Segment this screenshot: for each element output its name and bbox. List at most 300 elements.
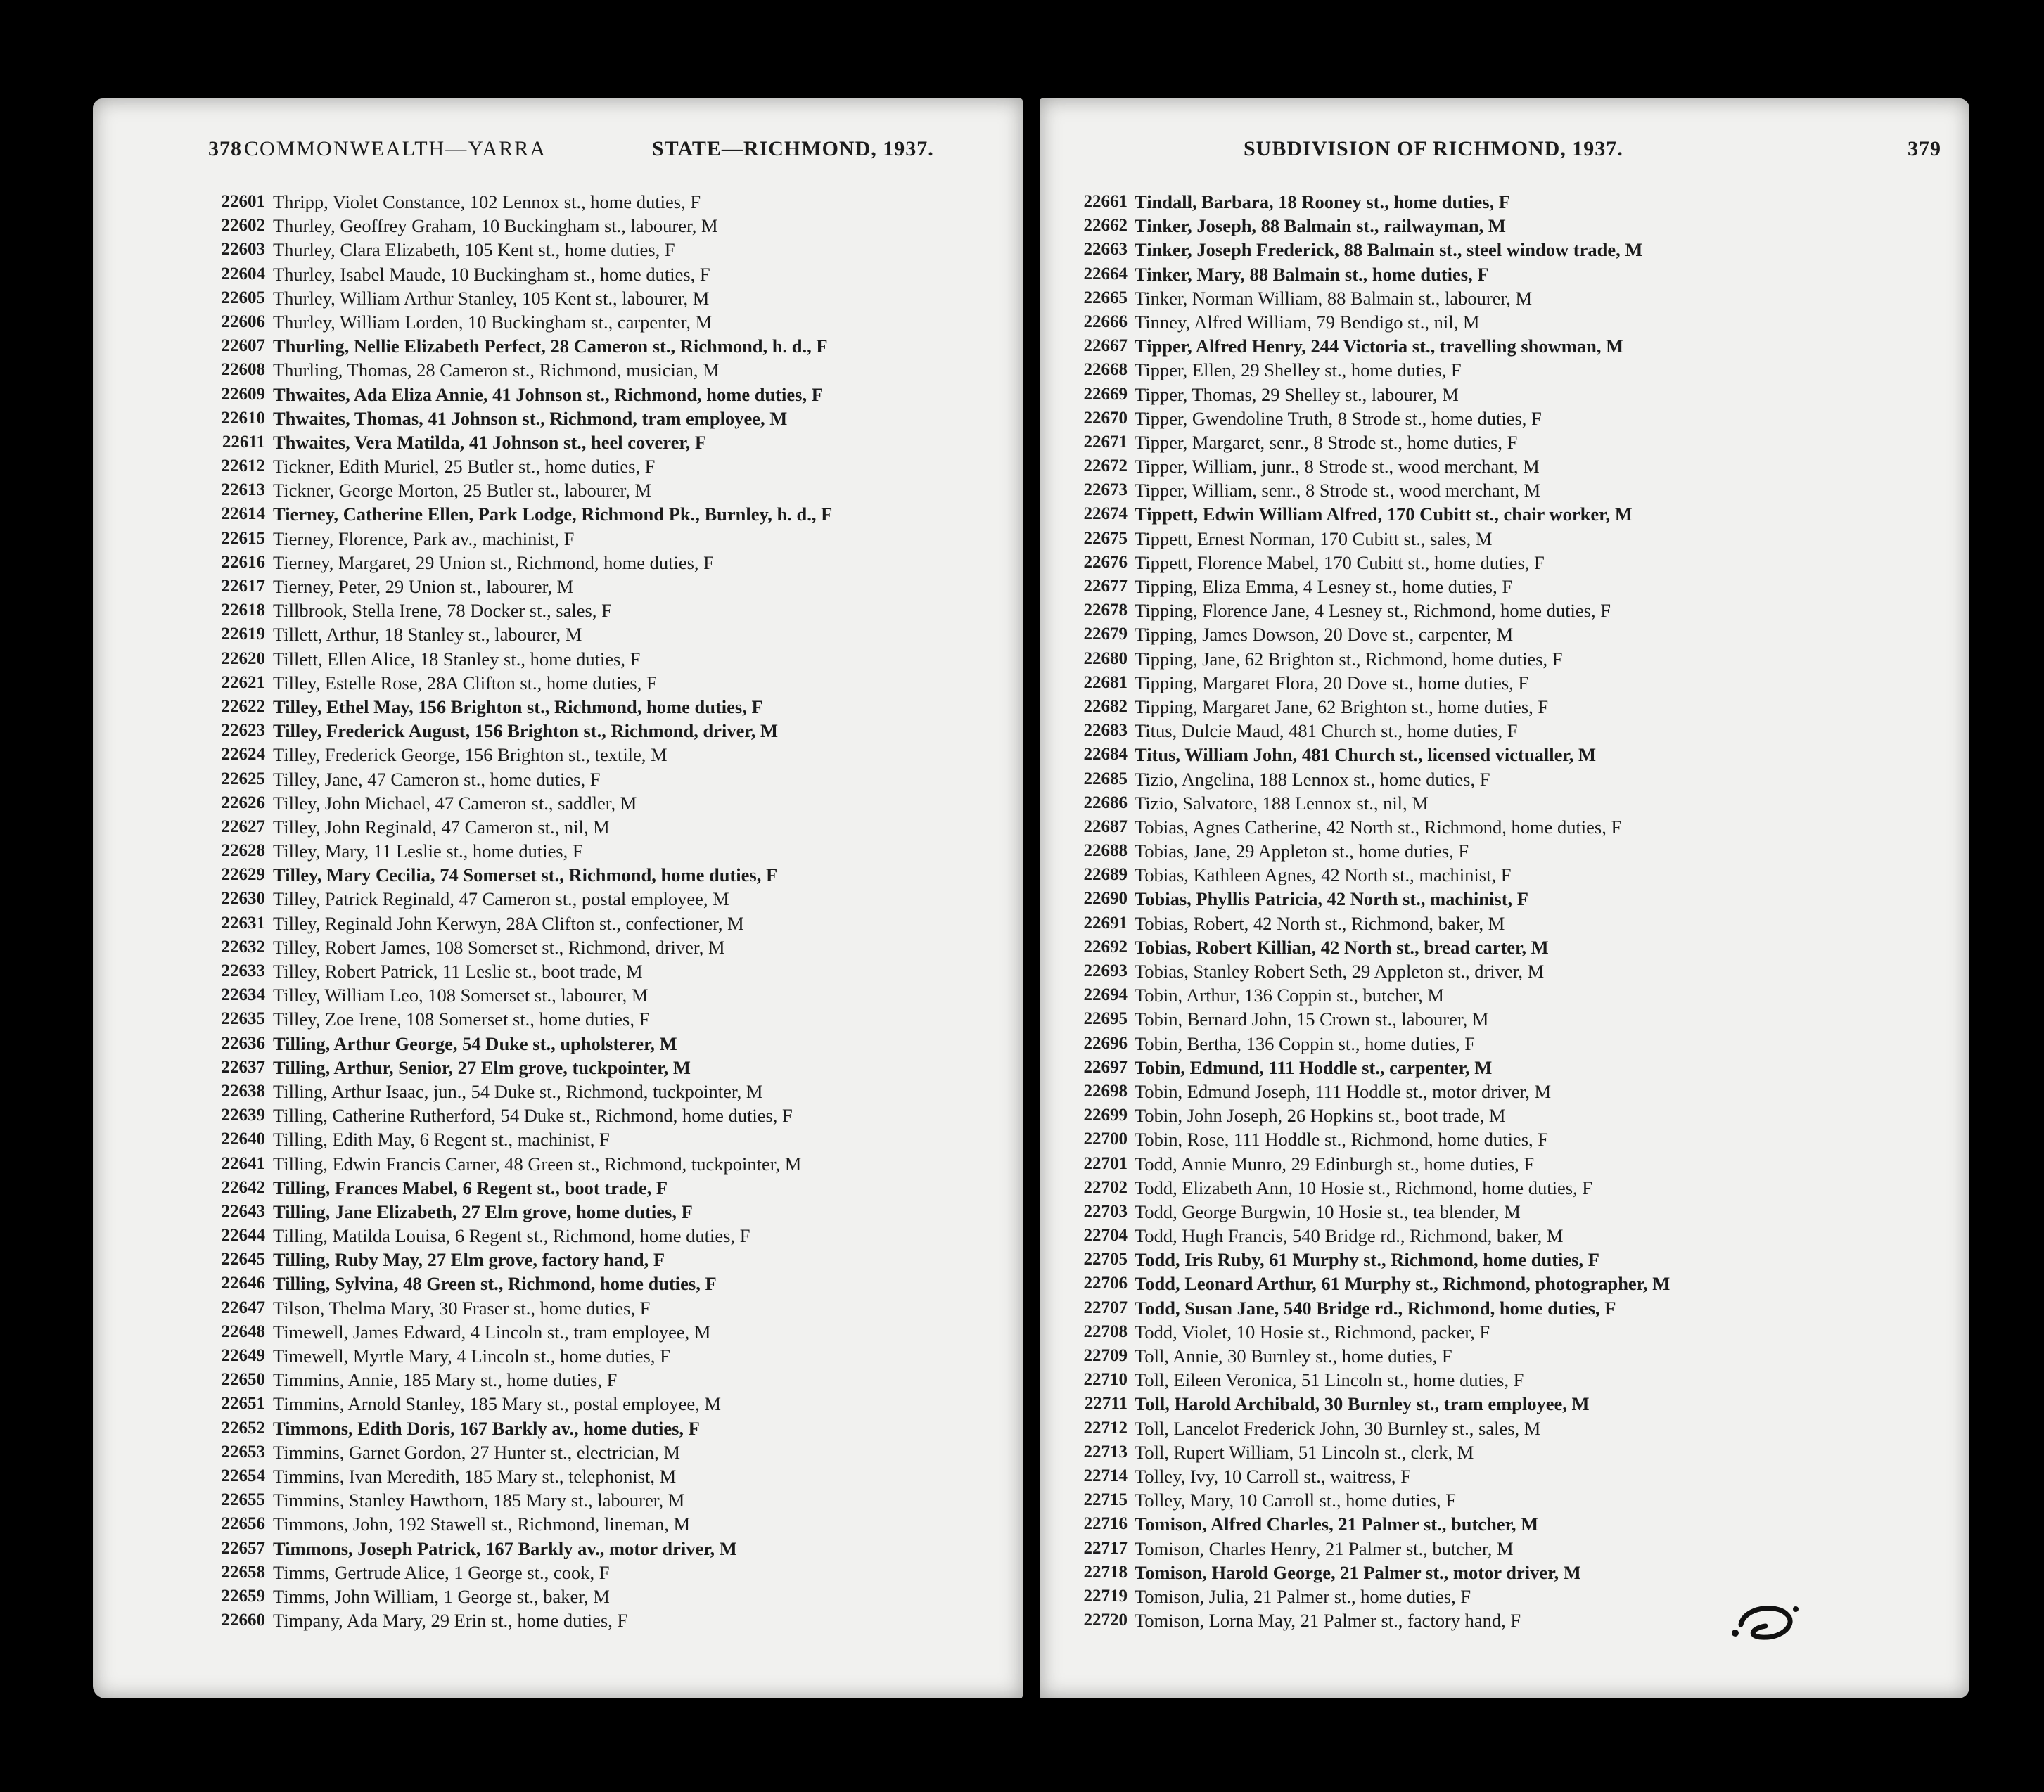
elector-details: Tilling, Sylvina, 48 Green st., Richmond, home duties, F <box>273 1273 717 1295</box>
elector-number: 22691 <box>1083 913 1128 933</box>
elector-details: Tilling, Jane Elizabeth, 27 Elm grove, home duties, F <box>273 1201 693 1222</box>
left-entry-row <box>93 1127 1023 1151</box>
elector-number: 22708 <box>1083 1321 1128 1341</box>
elector-details: Tilley, William Leo, 108 Somerset st., labourer, M <box>273 985 649 1006</box>
left-entry-row <box>93 959 1023 983</box>
left-page-number: 378 <box>208 137 242 160</box>
right-entry-row <box>1040 911 1969 935</box>
right-entry-row <box>1040 310 1969 334</box>
elector-number: 22701 <box>1083 1153 1128 1173</box>
left-entry-row <box>93 1464 1023 1488</box>
left-entry-row <box>93 1032 1023 1056</box>
left-entry-row <box>93 478 1023 502</box>
elector-details: Tilley, Patrick Reginald, 47 Cameron st., postal employee, M <box>273 888 729 910</box>
right-entry-row <box>1040 214 1969 238</box>
right-entry-row <box>1040 190 1969 214</box>
left-entry-row <box>93 575 1023 599</box>
elector-details: Timmins, Arnold Stanley, 185 Mary st., postal employee, M <box>273 1393 721 1415</box>
elector-details: Tilley, Estelle Rose, 28A Clifton st., home duties, F <box>273 672 657 693</box>
elector-details: Tipper, Margaret, senr., 8 Strode st., home duties, F <box>1135 431 1518 453</box>
elector-details: Tilley, John Reginald, 47 Cameron st., nil, M <box>273 816 610 838</box>
elector-details: Timmons, Edith Doris, 167 Barkly av., home duties, F <box>273 1417 700 1439</box>
elector-number: 22678 <box>1083 601 1128 620</box>
left-entry-row <box>93 1608 1023 1632</box>
elector-number: 22603 <box>221 240 265 260</box>
elector-number: 22626 <box>221 793 265 812</box>
left-entry-row <box>93 815 1023 839</box>
elector-details: Thurley, William Lorden, 10 Buckingham st., carpenter, M <box>273 311 713 333</box>
left-entry-row <box>93 599 1023 622</box>
elector-details: Timewell, James Edward, 4 Lincoln st., tram employee, M <box>273 1321 711 1343</box>
elector-number: 22602 <box>221 216 265 236</box>
left-entry-row <box>93 407 1023 430</box>
elector-number: 22676 <box>1083 552 1128 572</box>
elector-number: 22643 <box>221 1201 265 1221</box>
elector-number: 22663 <box>1083 240 1128 260</box>
elector-number: 22692 <box>1083 937 1128 956</box>
elector-number: 22665 <box>1083 288 1128 307</box>
elector-number: 22670 <box>1083 408 1128 428</box>
elector-number: 22675 <box>1083 528 1128 548</box>
right-entry-row <box>1040 502 1969 526</box>
elector-number: 22606 <box>221 312 265 331</box>
elector-details: Tipping, Jane, 62 Brighton st., Richmond, home duties, F <box>1135 648 1563 670</box>
elector-number: 22627 <box>221 817 265 836</box>
ink-stamp-mark-icon <box>1727 1596 1804 1646</box>
elector-number: 22705 <box>1083 1250 1128 1269</box>
left-entry-row <box>93 791 1023 815</box>
left-page <box>93 98 1023 1698</box>
elector-number: 22642 <box>221 1177 265 1197</box>
left-entry-row <box>93 383 1023 407</box>
right-entry-row <box>1040 1296 1969 1320</box>
right-entry-row <box>1040 527 1969 551</box>
elector-number: 22639 <box>221 1106 265 1125</box>
left-entry-row <box>93 262 1023 286</box>
elector-number: 22644 <box>221 1226 265 1246</box>
left-entry-row <box>93 310 1023 334</box>
right-heading-subdivision: SUBDIVISION OF RICHMOND, 1937. <box>1244 137 1623 160</box>
elector-details: Timmins, Annie, 185 Mary st., home duties, F <box>273 1369 618 1391</box>
left-entry-row <box>93 1537 1023 1561</box>
elector-details: Tinney, Alfred William, 79 Bendigo st., nil, M <box>1135 311 1480 333</box>
right-entry-row <box>1040 454 1969 478</box>
elector-details: Todd, Annie Munro, 29 Edinburgh st., home duties, F <box>1135 1153 1535 1175</box>
elector-number: 22625 <box>221 769 265 788</box>
left-entry-row <box>93 238 1023 262</box>
elector-number: 22689 <box>1083 865 1128 885</box>
right-entry-row <box>1040 286 1969 310</box>
elector-details: Tobias, Kathleen Agnes, 42 North st., machinist, F <box>1135 864 1512 886</box>
elector-number: 22677 <box>1083 577 1128 596</box>
right-entry-row <box>1040 1344 1969 1368</box>
left-entry-row <box>93 911 1023 935</box>
elector-details: Timmons, Joseph Patrick, 167 Barkly av., motor driver, M <box>273 1537 737 1559</box>
right-entry-row <box>1040 1007 1969 1031</box>
elector-details: Thurling, Nellie Elizabeth Perfect, 28 Cameron st., Richmond, h. d., F <box>273 335 828 357</box>
right-entry-row <box>1040 887 1969 911</box>
elector-number: 22640 <box>221 1129 265 1149</box>
elector-details: Titus, William John, 481 Church st., licensed victualler, M <box>1135 744 1596 766</box>
elector-number: 22629 <box>221 865 265 885</box>
elector-number: 22720 <box>1083 1611 1128 1630</box>
left-entry-row <box>93 1344 1023 1368</box>
elector-details: Tilling, Arthur, Senior, 27 Elm grove, tuckpointer, M <box>273 1056 691 1078</box>
elector-number: 22650 <box>221 1370 265 1390</box>
elector-number: 22619 <box>221 625 265 644</box>
elector-details: Tierney, Florence, Park av., machinist, F <box>273 527 575 549</box>
elector-details: Titus, Dulcie Maud, 481 Church st., home duties, F <box>1135 720 1518 742</box>
left-entry-row <box>93 1272 1023 1295</box>
elector-number: 22671 <box>1083 432 1128 452</box>
elector-details: Tilling, Edith May, 6 Regent st., machinist, F <box>273 1129 610 1151</box>
left-entry-row <box>93 1320 1023 1344</box>
left-entry-row <box>93 334 1023 358</box>
right-entry-row <box>1040 383 1969 407</box>
elector-details: Tilley, Robert Patrick, 11 Leslie st., boot trade, M <box>273 961 643 982</box>
elector-number: 22668 <box>1083 360 1128 380</box>
elector-number: 22695 <box>1083 1009 1128 1029</box>
elector-details: Tilley, John Michael, 47 Cameron st., saddler, M <box>273 792 637 814</box>
elector-details: Tobin, Edmund, 111 Hoddle st., carpenter, M <box>1135 1056 1493 1078</box>
elector-details: Tipper, William, senr., 8 Strode st., wood merchant, M <box>1135 480 1541 501</box>
elector-number: 22610 <box>221 408 265 428</box>
right-entry-row <box>1040 1224 1969 1248</box>
right-entry-row <box>1040 983 1969 1007</box>
elector-details: Timpany, Ada Mary, 29 Erin st., home duties, F <box>273 1610 628 1632</box>
right-entry-row <box>1040 478 1969 502</box>
elector-number: 22703 <box>1083 1201 1128 1221</box>
elector-details: Tobin, Bernard John, 15 Crown st., labourer, M <box>1135 1009 1489 1030</box>
elector-number: 22612 <box>221 456 265 476</box>
elector-number: 22685 <box>1083 769 1128 788</box>
right-entry-row <box>1040 791 1969 815</box>
elector-number: 22684 <box>1083 745 1128 764</box>
elector-details: Tilley, Frederick George, 156 Brighton st., textile, M <box>273 744 668 766</box>
elector-number: 22623 <box>221 721 265 741</box>
left-heading-commonwealth: COMMONWEALTH—YARRA <box>244 137 547 160</box>
elector-number: 22717 <box>1083 1538 1128 1558</box>
left-entry-row <box>93 887 1023 911</box>
elector-details: Timmins, Stanley Hawthorn, 185 Mary st., labourer, M <box>273 1490 685 1511</box>
left-entry-row <box>93 214 1023 238</box>
elector-number: 22624 <box>221 745 265 764</box>
elector-number: 22698 <box>1083 1081 1128 1101</box>
right-entry-row <box>1040 767 1969 791</box>
elector-number: 22635 <box>221 1009 265 1029</box>
elector-number: 22633 <box>221 961 265 980</box>
elector-number: 22621 <box>221 672 265 692</box>
elector-details: Thurley, William Arthur Stanley, 105 Kent st., labourer, M <box>273 287 710 309</box>
left-entry-row <box>93 863 1023 887</box>
elector-details: Tinker, Norman William, 88 Balmain st., labourer, M <box>1135 287 1533 309</box>
elector-details: Todd, Susan Jane, 540 Bridge rd., Richmond, home duties, F <box>1135 1297 1616 1319</box>
elector-details: Thurley, Clara Elizabeth, 105 Kent st., home duties, F <box>273 239 675 261</box>
left-entry-row <box>93 647 1023 671</box>
elector-details: Tilley, Robert James, 108 Somerset st., Richmond, driver, M <box>273 936 725 958</box>
elector-number: 22700 <box>1083 1129 1128 1149</box>
right-entry-row <box>1040 1320 1969 1344</box>
elector-number: 22697 <box>1083 1057 1128 1077</box>
right-entry-row <box>1040 1464 1969 1488</box>
elector-number: 22646 <box>221 1274 265 1293</box>
left-entry-row <box>93 430 1023 454</box>
elector-number: 22683 <box>1083 721 1128 741</box>
elector-details: Thripp, Violet Constance, 102 Lennox st., home duties, F <box>273 191 701 212</box>
elector-number: 22648 <box>221 1321 265 1341</box>
elector-number: 22672 <box>1083 456 1128 476</box>
elector-number: 22688 <box>1083 841 1128 861</box>
right-entry-row <box>1040 695 1969 719</box>
elector-number: 22712 <box>1083 1418 1128 1438</box>
elector-details: Tickner, George Morton, 25 Butler st., labourer, M <box>273 480 652 501</box>
elector-details: Timms, Gertrude Alice, 1 George st., cook, F <box>273 1561 610 1583</box>
elector-details: Thwaites, Vera Matilda, 41 Johnson st., heel coverer, F <box>273 431 707 453</box>
elector-details: Tindall, Barbara, 18 Rooney st., home duties, F <box>1135 191 1510 212</box>
right-entry-row <box>1040 1248 1969 1272</box>
right-entry-row <box>1040 551 1969 575</box>
elector-details: Todd, Hugh Francis, 540 Bridge rd., Richmond, baker, M <box>1135 1225 1564 1247</box>
left-entry-row <box>93 719 1023 743</box>
elector-number: 22687 <box>1083 817 1128 836</box>
elector-number: 22622 <box>221 696 265 716</box>
elector-details: Tilling, Catherine Rutherford, 54 Duke st., Richmond, home duties, F <box>273 1105 793 1127</box>
right-entry-row <box>1040 1537 1969 1561</box>
elector-number: 22706 <box>1083 1274 1128 1293</box>
left-entry-row <box>93 190 1023 214</box>
elector-details: Tilling, Matilda Louisa, 6 Regent st., Richmond, home duties, F <box>273 1225 750 1247</box>
elector-details: Tomison, Harold George, 21 Palmer st., motor driver, M <box>1135 1561 1581 1583</box>
elector-details: Tilling, Arthur George, 54 Duke st., upholsterer, M <box>273 1032 677 1054</box>
elector-details: Thwaites, Ada Eliza Annie, 41 Johnson st., Richmond, home duties, F <box>273 383 823 405</box>
elector-details: Timewell, Myrtle Mary, 4 Lincoln st., home duties, F <box>273 1345 670 1367</box>
elector-number: 22649 <box>221 1346 265 1365</box>
left-entry-row <box>93 1248 1023 1272</box>
elector-details: Tilling, Arthur Isaac, jun., 54 Duke st., Richmond, tuckpointer, M <box>273 1080 763 1102</box>
elector-number: 22714 <box>1083 1466 1128 1485</box>
right-entry-row <box>1040 1608 1969 1632</box>
elector-number: 22709 <box>1083 1346 1128 1365</box>
elector-number: 22702 <box>1083 1177 1128 1197</box>
elector-details: Tomison, Alfred Charles, 21 Palmer st., butcher, M <box>1135 1513 1539 1535</box>
left-entry-row <box>93 358 1023 382</box>
elector-number: 22601 <box>221 192 265 211</box>
elector-details: Todd, Violet, 10 Hosie st., Richmond, packer, F <box>1135 1321 1490 1343</box>
elector-details: Tilley, Ethel May, 156 Brighton st., Richmond, home duties, F <box>273 696 763 717</box>
elector-number: 22694 <box>1083 985 1128 1005</box>
elector-details: Todd, Elizabeth Ann, 10 Hosie st., Richmond, home duties, F <box>1135 1177 1593 1198</box>
elector-details: Tilling, Ruby May, 27 Elm grove, factory hand, F <box>273 1249 665 1271</box>
elector-number: 22628 <box>221 841 265 861</box>
elector-number: 22711 <box>1084 1394 1128 1414</box>
elector-details: Tilley, Reginald John Kerwyn, 28A Clifton st., confectioner, M <box>273 912 744 934</box>
elector-number: 22659 <box>221 1586 265 1606</box>
elector-number: 22620 <box>221 648 265 668</box>
elector-details: Tobin, Bertha, 136 Coppin st., home duties, F <box>1135 1032 1475 1054</box>
elector-number: 22713 <box>1083 1442 1128 1461</box>
right-page <box>1040 98 1969 1698</box>
elector-number: 22654 <box>221 1466 265 1485</box>
elector-number: 22645 <box>221 1250 265 1269</box>
left-entry-row <box>93 502 1023 526</box>
right-entry-row <box>1040 935 1969 959</box>
elector-number: 22667 <box>1083 336 1128 356</box>
left-entry-row <box>93 1152 1023 1176</box>
elector-details: Tizio, Angelina, 188 Lennox st., home duties, F <box>1135 768 1490 790</box>
left-entry-row <box>93 551 1023 575</box>
elector-details: Todd, Iris Ruby, 61 Murphy st., Richmond, home duties, F <box>1135 1249 1599 1271</box>
right-entry-row <box>1040 334 1969 358</box>
right-entry-list <box>1040 190 1969 1632</box>
elector-number: 22669 <box>1083 384 1128 404</box>
right-entry-row <box>1040 719 1969 743</box>
left-entry-row <box>93 527 1023 551</box>
elector-number: 22614 <box>221 504 265 524</box>
right-entry-row <box>1040 622 1969 646</box>
elector-details: Tilling, Edwin Francis Carner, 48 Green st., Richmond, tuckpointer, M <box>273 1153 802 1175</box>
elector-number: 22707 <box>1083 1298 1128 1317</box>
elector-number: 22693 <box>1083 961 1128 980</box>
elector-number: 22719 <box>1083 1586 1128 1606</box>
left-entry-row <box>93 1296 1023 1320</box>
elector-number: 22641 <box>221 1153 265 1173</box>
right-entry-row <box>1040 1176 1969 1200</box>
elector-number: 22638 <box>221 1081 265 1101</box>
elector-number: 22661 <box>1083 192 1128 211</box>
elector-number: 22656 <box>221 1514 265 1534</box>
elector-details: Timmins, Garnet Gordon, 27 Hunter st., electrician, M <box>273 1441 680 1463</box>
elector-number: 22699 <box>1083 1106 1128 1125</box>
elector-number: 22617 <box>221 577 265 596</box>
elector-details: Tippett, Florence Mabel, 170 Cubitt st., home duties, F <box>1135 551 1545 573</box>
elector-details: Tipping, Eliza Emma, 4 Lesney st., home duties, F <box>1135 576 1513 597</box>
left-entry-row <box>93 1368 1023 1392</box>
elector-details: Thurling, Thomas, 28 Cameron st., Richmond, musician, M <box>273 359 720 381</box>
elector-number: 22690 <box>1083 889 1128 909</box>
elector-details: Toll, Eileen Veronica, 51 Lincoln st., home duties, F <box>1135 1369 1524 1391</box>
elector-details: Toll, Harold Archibald, 30 Burnley st., tram employee, M <box>1135 1393 1590 1415</box>
elector-details: Tomison, Julia, 21 Palmer st., home duties, F <box>1135 1585 1471 1607</box>
elector-details: Tipper, Thomas, 29 Shelley st., labourer, M <box>1135 383 1459 405</box>
elector-details: Tilley, Frederick August, 156 Brighton st., Richmond, driver, M <box>273 720 778 742</box>
elector-details: Tipper, Alfred Henry, 244 Victoria st., travelling showman, M <box>1135 335 1624 357</box>
right-entry-row <box>1040 238 1969 262</box>
elector-details: Timmins, Ivan Meredith, 185 Mary st., telephonist, M <box>273 1465 677 1487</box>
left-entry-row <box>93 1392 1023 1416</box>
elector-details: Tipping, Margaret Flora, 20 Dove st., home duties, F <box>1135 672 1529 693</box>
elector-number: 22662 <box>1083 216 1128 236</box>
right-entry-row <box>1040 1152 1969 1176</box>
elector-number: 22634 <box>221 985 265 1005</box>
elector-details: Tobias, Robert Killian, 42 North st., bread carter, M <box>1135 936 1549 958</box>
left-entry-row <box>93 1224 1023 1248</box>
right-entry-row <box>1040 1440 1969 1464</box>
elector-details: Tilley, Jane, 47 Cameron st., home duties, F <box>273 768 601 790</box>
elector-details: Tierney, Peter, 29 Union st., labourer, M <box>273 576 574 597</box>
elector-number: 22696 <box>1083 1033 1128 1053</box>
left-entry-row <box>93 1512 1023 1536</box>
right-entry-row <box>1040 1512 1969 1536</box>
elector-number: 22655 <box>221 1490 265 1510</box>
elector-number: 22680 <box>1083 648 1128 668</box>
elector-number: 22679 <box>1083 625 1128 644</box>
left-entry-row <box>93 1561 1023 1585</box>
elector-details: Tipping, Florence Jane, 4 Lesney st., Richmond, home duties, F <box>1135 600 1611 622</box>
elector-details: Thwaites, Thomas, 41 Johnson st., Richmond, tram employee, M <box>273 407 788 429</box>
left-entry-row <box>93 622 1023 646</box>
elector-number: 22608 <box>221 360 265 380</box>
left-entry-row <box>93 1585 1023 1608</box>
elector-details: Tippett, Edwin William Alfred, 170 Cubitt st., chair worker, M <box>1135 504 1633 525</box>
elector-details: Tomison, Lorna May, 21 Palmer st., factory hand, F <box>1135 1610 1521 1632</box>
elector-number: 22666 <box>1083 312 1128 331</box>
elector-number: 22686 <box>1083 793 1128 812</box>
right-entry-row <box>1040 1416 1969 1440</box>
elector-number: 22630 <box>221 889 265 909</box>
elector-number: 22652 <box>221 1418 265 1438</box>
elector-details: Tilson, Thelma Mary, 30 Fraser st., home duties, F <box>273 1297 651 1319</box>
right-entry-row <box>1040 1488 1969 1512</box>
left-entry-row <box>93 983 1023 1007</box>
left-entry-row <box>93 1440 1023 1464</box>
elector-number: 22653 <box>221 1442 265 1461</box>
elector-details: Tobias, Robert, 42 North st., Richmond, baker, M <box>1135 912 1505 934</box>
elector-details: Tippett, Ernest Norman, 170 Cubitt st., sales, M <box>1135 527 1493 549</box>
elector-details: Tobin, Arthur, 136 Coppin st., butcher, M <box>1135 985 1444 1006</box>
elector-number: 22618 <box>221 601 265 620</box>
right-entry-row <box>1040 599 1969 622</box>
elector-details: Tinker, Joseph, 88 Balmain st., railwayman, M <box>1135 215 1506 237</box>
elector-number: 22657 <box>221 1538 265 1558</box>
elector-number: 22710 <box>1083 1370 1128 1390</box>
left-entry-list <box>93 190 1023 1632</box>
right-entry-row <box>1040 671 1969 695</box>
right-entry-row <box>1040 1127 1969 1151</box>
elector-number: 22704 <box>1083 1226 1128 1246</box>
left-entry-row <box>93 935 1023 959</box>
elector-number: 22605 <box>221 288 265 307</box>
elector-details: Tipping, James Dowson, 20 Dove st., carpenter, M <box>1135 624 1514 646</box>
left-entry-row <box>93 1200 1023 1224</box>
elector-details: Tipping, Margaret Jane, 62 Brighton st., home duties, F <box>1135 696 1549 717</box>
elector-number: 22615 <box>221 528 265 548</box>
elector-number: 22616 <box>221 552 265 572</box>
right-entry-row <box>1040 1272 1969 1295</box>
right-page-number: 379 <box>1908 137 1941 160</box>
elector-details: Tillett, Ellen Alice, 18 Stanley st., home duties, F <box>273 648 641 670</box>
left-entry-row <box>93 695 1023 719</box>
elector-details: Thurley, Isabel Maude, 10 Buckingham st., home duties, F <box>273 263 710 285</box>
left-heading-state: STATE—RICHMOND, 1937. <box>652 137 934 160</box>
elector-details: Tizio, Salvatore, 188 Lennox st., nil, M <box>1135 792 1429 814</box>
left-entry-row <box>93 1056 1023 1080</box>
elector-number: 22611 <box>222 432 265 452</box>
right-entry-row <box>1040 1032 1969 1056</box>
elector-details: Tolley, Ivy, 10 Carroll st., waitress, F <box>1135 1465 1411 1487</box>
right-entry-row <box>1040 1056 1969 1080</box>
elector-details: Tobin, Edmund Joseph, 111 Hoddle st., motor driver, M <box>1135 1080 1552 1102</box>
elector-details: Tobias, Phyllis Patricia, 42 North st., machinist, F <box>1135 888 1528 910</box>
elector-details: Tilley, Zoe Irene, 108 Somerset st., home duties, F <box>273 1009 650 1030</box>
elector-number: 22716 <box>1083 1514 1128 1534</box>
elector-number: 22651 <box>221 1394 265 1414</box>
elector-number: 22647 <box>221 1298 265 1317</box>
right-entry-row <box>1040 815 1969 839</box>
elector-number: 22664 <box>1083 264 1128 283</box>
elector-details: Tierney, Catherine Ellen, Park Lodge, Richmond Pk., Burnley, h. d., F <box>273 504 833 525</box>
elector-number: 22613 <box>221 480 265 500</box>
right-entry-row <box>1040 1561 1969 1585</box>
